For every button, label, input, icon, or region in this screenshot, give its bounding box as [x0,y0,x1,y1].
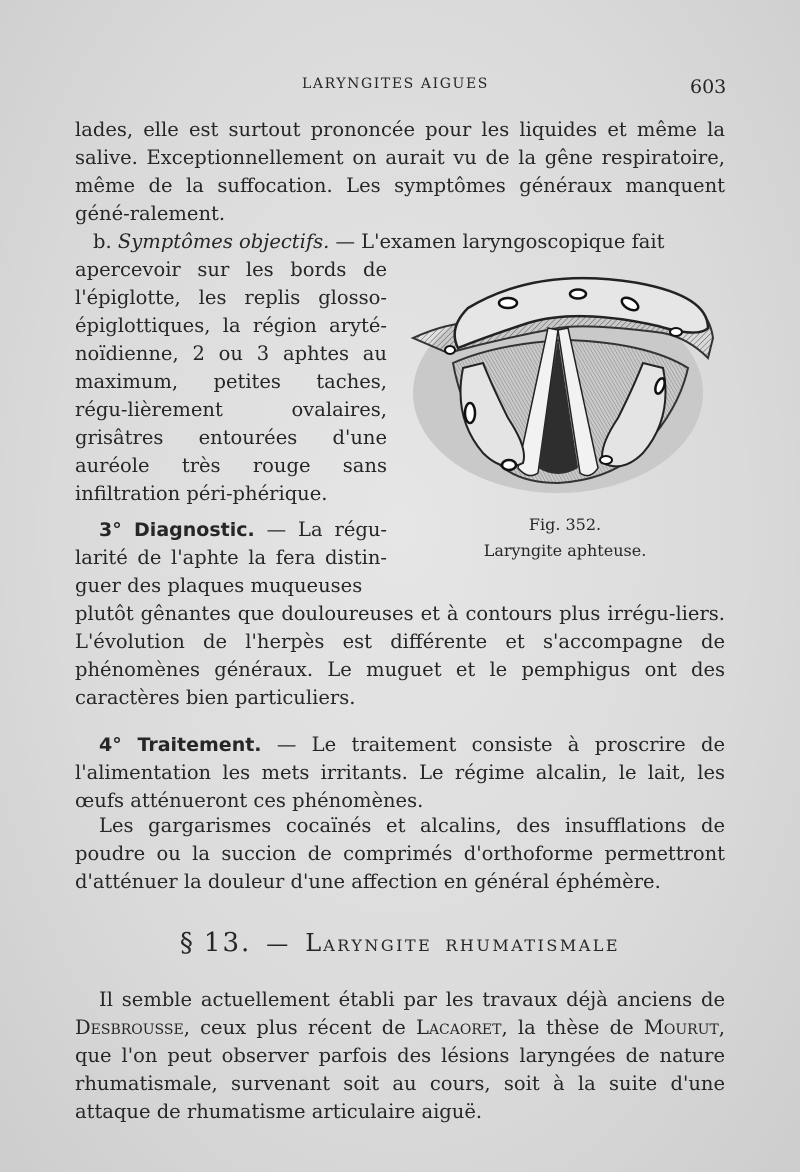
rhum-text-1: Il semble actuellement établi par les travaux déjà anciens de [99,988,725,1011]
paragraph-traitement-2: Les gargarismes cocaïnés et alcalins, des insufflations de poudre ou la succion de comprimés d'orthoforme permettront d'atténuer la douleur d'une affection en général éphémère. [75,814,725,893]
rhum-text-2: , ceux plus récent de [183,1016,416,1039]
section-initial: L [305,929,324,957]
author-desbrousse: Desbrousse [75,1016,184,1039]
paragraph-objective-symptoms-body: apercevoir sur les bords de l'épiglotte, les replis glosso-épiglottiques, la région aryté-noïdienne, 2 ou 3 aphtes au maximum, petites taches, régu-lièrement ovalaires, grisâtres entourées d'une auréole très rouge sans infiltration péri-phérique. [75,258,387,505]
paragraph-objective-symptoms-line1 [75,228,725,256]
objective-heading: Symptômes objectifs. [117,230,330,253]
paragraph-symptoms-continued: lades, elle est surtout prononcée pour les liquides et même la salive. Exceptionnellement on aurait vu de la gêne respiratoire, même de la suffocation. Les symptômes généraux manquent géné-ralement. [75,118,725,225]
author-lacaoret: Lacaoret [416,1016,502,1039]
section-heading [0,928,800,958]
rhum-text-3: , la thèse de [501,1016,644,1039]
figure-number: Fig. 352. [528,515,602,534]
paragraph-diagnostic-narrow [75,516,387,600]
paragraph-diagnostic-wide: plutôt gênantes que douloureuses et à contours plus irrégu-liers. L'évolution de l'herpès est différente et s'accompagne de phénomènes généraux. Le muguet et le pemphigus ont des caractères bien particuliers. [75,602,725,709]
objective-line1-rest: — L'examen laryngoscopique fait [329,230,665,253]
diagnostic-narrow-text: — La régu-larité de l'aphte la fera distin-guer des plaques muqueuses [75,518,387,597]
traitement-text: — Le traitement consiste à proscrire de l'alimentation les mets irritants. Le régime alcalin, le lait, les œufs atténueront ces phénomènes. [75,733,725,812]
running-title: LARYNGITES AIGUES [302,76,489,92]
paragraph-traitement [75,731,725,815]
diagnostic-heading: 3° Diagnostic. [99,519,255,541]
figure-caption: Laryngite aphteuse. [483,541,647,560]
traitement-heading: 4° Traitement. [99,734,262,756]
section-dash: — [266,932,291,957]
running-header [0,76,800,100]
objective-label: b. [93,230,118,253]
section-title-word2: RHUMATISMALE [445,936,621,955]
section-number: 13. [203,928,252,958]
rhum-text-4: , que l'on peut observer parfois des lésions laryngées de nature rhumatismale, survenant soit au cours, soit à la suite d'une attaque de rhumatisme articulaire aiguë. [75,1016,725,1123]
author-mourut: Mourut [643,1016,719,1039]
page-number: 603 [690,76,727,98]
paragraph-rhumatismale [75,986,725,1126]
larynx-illustration [408,268,718,508]
section-title-word1: ARYNGITE [323,936,433,955]
section-symbol: § [179,928,195,958]
